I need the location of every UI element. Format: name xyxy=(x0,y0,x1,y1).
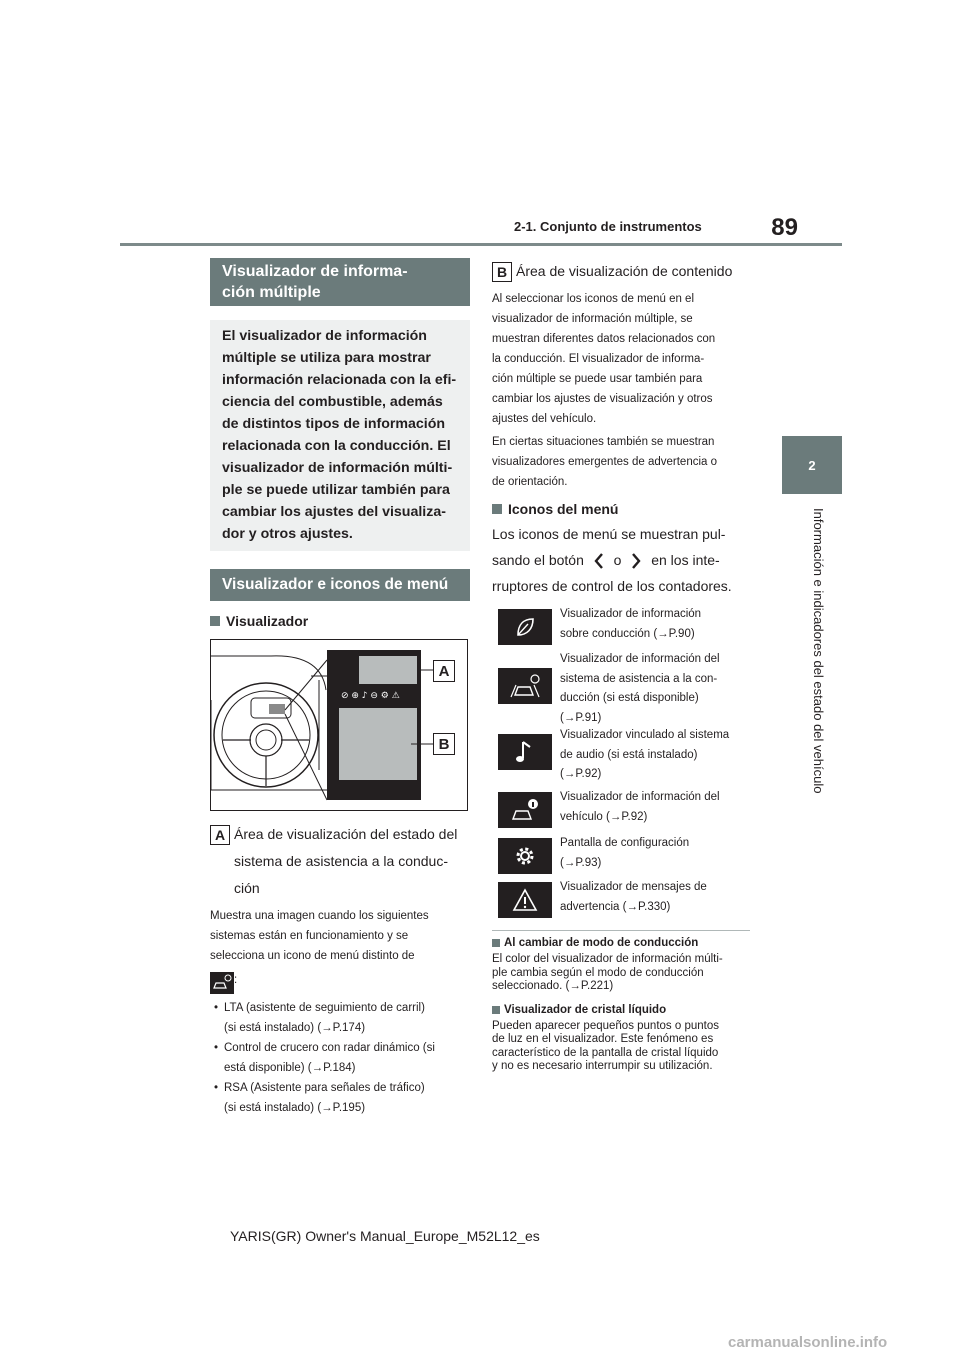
chapter-title-vertical: Información e indicadores del estado del vehículo xyxy=(811,508,826,794)
bullet-list xyxy=(210,998,470,1118)
section-title: 2-1. Conjunto de instrumentos xyxy=(514,219,702,234)
para-line: ción múltiple se puede usar también para xyxy=(492,373,703,385)
note-line: y no es necesario interrumpir su utilización. xyxy=(492,1060,713,1072)
subheading-text: Iconos del menú xyxy=(508,501,619,517)
label-b-title: Área de visualización de contenido xyxy=(516,263,733,279)
note-text-drive-mode xyxy=(492,953,750,994)
car-assist-icon xyxy=(210,972,234,994)
subheading-text: Visualizador xyxy=(226,613,309,629)
para-line: de orientación. xyxy=(492,476,568,488)
heading-line: ción múltiple xyxy=(222,284,321,301)
label-b-box: B xyxy=(492,262,512,282)
note-line: de luz en el visualizador. Este fenómeno es xyxy=(492,1033,714,1045)
label-a-box: A xyxy=(210,825,230,845)
bullet-item xyxy=(210,998,470,1038)
label-a-line: Área de visualización del estado del xyxy=(234,826,458,842)
bullet-item xyxy=(210,1038,470,1078)
footer-manual-id: YARIS(GR) Owner's Manual_Europe_M52L12_es xyxy=(230,1228,540,1244)
menu-icon-description xyxy=(560,834,750,873)
note-line: Pueden aparecer pequeños puntos o puntos xyxy=(492,1019,719,1032)
desc-line: sobre conducción (→P.90) xyxy=(560,627,695,640)
note-line: ple cambia según el modo de conducción xyxy=(492,966,704,979)
note-line: seleccionado. (→P.221) xyxy=(492,980,614,992)
desc-line: (→P.93) xyxy=(560,856,602,869)
bullet-text: (si está instalado) (→P.195) xyxy=(224,1102,366,1114)
figure-label-a: A xyxy=(433,660,455,682)
intro-line: ple se puede utilizar también para xyxy=(222,482,450,498)
heading-display-and-menu-icons: Visualizador e iconos de menú xyxy=(210,569,470,600)
note-line: característico de la pantalla de cristal líquido xyxy=(492,1046,719,1059)
desc-line: advertencia (→P.330) xyxy=(560,900,671,913)
menu-intro-line: rruptores de control de los contadores. xyxy=(492,578,732,594)
menu-intro-line: Los iconos de menú se muestran pul- xyxy=(492,526,726,542)
label-b-block xyxy=(492,258,750,285)
menu-icon-description xyxy=(560,788,750,827)
svg-text:⊘ ⊕ ♪ ⊖ ⚙ ⚠: ⊘ ⊕ ♪ ⊖ ⚙ ⚠ xyxy=(341,691,400,701)
menu-icon-description xyxy=(560,726,750,785)
desc-line: Visualizador vinculado al sistema xyxy=(560,729,730,741)
dashboard-illustration xyxy=(211,640,467,810)
para-line: visualizadores emergentes de advertencia o xyxy=(492,456,718,468)
square-bullet-icon xyxy=(210,616,220,626)
dashboard-figure xyxy=(210,639,468,811)
para-line: visualizador de información múltiple, se xyxy=(492,313,693,325)
menu-icon-description xyxy=(560,605,750,644)
para-line: ajustes del vehículo. xyxy=(492,413,597,425)
heading-multi-info-display xyxy=(210,258,470,306)
menu-intro-text: o xyxy=(613,552,622,568)
menu-icon-row xyxy=(492,788,750,832)
body-text xyxy=(210,906,470,994)
desc-line: (→P.92) xyxy=(560,768,602,780)
para-line: cambiar los ajustes de visualización y otros xyxy=(492,393,713,405)
chevron-right-icon xyxy=(625,547,647,573)
leaf-icon xyxy=(498,609,552,645)
menu-intro-line xyxy=(492,547,750,573)
intro-line: El visualizador de información xyxy=(222,328,427,344)
intro-line: relacionada con la conducción. El xyxy=(222,438,451,454)
menu-icon-row xyxy=(492,650,750,726)
chapter-tab[interactable] xyxy=(782,436,842,494)
intro-line: de distintos tipos de información xyxy=(222,416,446,432)
right-column xyxy=(492,258,750,1074)
para-line: Al seleccionar los iconos de menú en el xyxy=(492,293,695,305)
bullet-text: (si está instalado) (→P.174) xyxy=(224,1022,366,1034)
header-rule xyxy=(120,243,842,246)
desc-line: (→P.91) xyxy=(560,711,602,724)
content-paragraph-1 xyxy=(492,289,750,429)
note-heading-lcd xyxy=(492,1004,750,1016)
chevron-left-icon xyxy=(588,547,610,573)
label-a-text xyxy=(234,821,457,902)
inline-icon-line xyxy=(210,966,470,994)
intro-line: ciencia del combustible, además xyxy=(222,394,443,410)
car-info-icon xyxy=(498,792,552,828)
bullet-text: RSA (Asistente para señales de tráfico) xyxy=(224,1082,425,1094)
gear-icon xyxy=(498,838,552,874)
label-a-block xyxy=(210,821,470,902)
chapter-number: 2 xyxy=(808,457,816,473)
page-number: 89 xyxy=(771,214,798,241)
intro-line: cambiar los ajustes del visualiza- xyxy=(222,504,446,520)
para-line: la conducción. El visualizador de informa- xyxy=(492,353,705,365)
intro-line: múltiple se utiliza para mostrar xyxy=(222,350,431,366)
bullet-text: está disponible) (→P.184) xyxy=(224,1062,356,1074)
menu-icon-description xyxy=(560,650,750,728)
para-line: En ciertas situaciones también se muestran xyxy=(492,436,715,448)
heading-line: Visualizador de informa- xyxy=(222,263,408,280)
square-bullet-icon xyxy=(492,939,500,947)
note-heading-text: Visualizador de cristal líquido xyxy=(504,1003,667,1016)
note-heading-drive-mode xyxy=(492,937,750,949)
menu-intro-text: sando el botón xyxy=(492,552,584,568)
note-text-lcd xyxy=(492,1020,750,1074)
menu-icon-row xyxy=(492,609,750,648)
icon-suffix: : xyxy=(234,974,238,987)
desc-line: Visualizador de información del xyxy=(560,653,720,665)
body-line: Muestra una imagen cuando los siguientes xyxy=(210,910,429,922)
left-column xyxy=(210,258,470,1118)
intro-line: visualizador de información múlti- xyxy=(222,460,453,476)
menu-icon-row xyxy=(492,726,750,786)
subheading-visualizador xyxy=(210,613,470,629)
menu-icon-table xyxy=(492,609,750,920)
warning-icon xyxy=(498,882,552,918)
bullet-text: LTA (asistente de seguimiento de carril) xyxy=(224,1002,425,1014)
car-assist-icon xyxy=(498,668,552,704)
menu-icon-description xyxy=(560,878,750,917)
intro-line: dor y otros ajustes. xyxy=(222,526,353,542)
note-heading-text: Al cambiar de modo de conducción xyxy=(504,937,699,949)
para-line: muestran diferentes datos relacionados con xyxy=(492,333,716,345)
intro-line: información relacionada con la efi- xyxy=(222,372,457,388)
desc-line: Visualizador de mensajes de xyxy=(560,881,707,893)
desc-line: Pantalla de configuración xyxy=(560,837,690,849)
label-a-line: sistema de asistencia a la conduc- xyxy=(234,853,448,869)
square-bullet-icon xyxy=(492,504,502,514)
desc-line: ducción (si está disponible) xyxy=(560,692,699,704)
label-a-line: ción xyxy=(234,880,260,896)
bullet-item xyxy=(210,1078,470,1118)
figure-label-b: B xyxy=(433,733,455,755)
menu-intro xyxy=(492,521,750,599)
desc-line: Visualizador de información xyxy=(560,608,702,620)
note-line: El color del visualizador de información múlti- xyxy=(492,953,723,965)
heading-rule xyxy=(210,600,470,601)
desc-line: vehículo (→P.92) xyxy=(560,810,648,823)
menu-intro-text: en los inte- xyxy=(651,552,720,568)
body-line: selecciona un icono de menú distinto de xyxy=(210,950,415,962)
desc-line: Visualizador de información del xyxy=(560,791,720,803)
bullet-text: Control de crucero con radar dinámico (si xyxy=(224,1042,435,1054)
square-bullet-icon xyxy=(492,1006,500,1014)
menu-icon-row xyxy=(492,834,750,876)
body-line: sistemas están en funcionamiento y se xyxy=(210,930,409,942)
subheading-menu-icons xyxy=(492,501,750,517)
note-rule xyxy=(492,930,750,931)
watermark[interactable]: carmanualsonline.info xyxy=(728,1334,888,1351)
music-note-icon xyxy=(498,734,552,770)
desc-line: de audio (si está instalado) xyxy=(560,748,698,761)
content-paragraph-2 xyxy=(492,432,750,492)
menu-icon-row xyxy=(492,878,750,920)
intro-box xyxy=(210,320,470,551)
desc-line: sistema de asistencia a la con- xyxy=(560,672,718,685)
